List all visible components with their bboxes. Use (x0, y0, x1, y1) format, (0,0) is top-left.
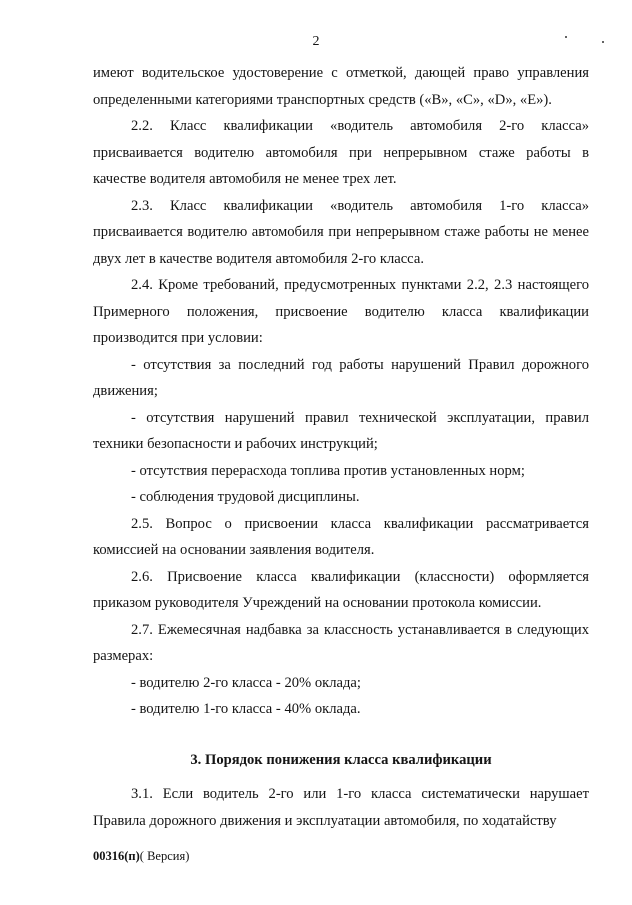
paragraph-2-5: 2.5. Вопрос о присвоении класса квалификации рассматривается комиссией на основании заявления водителя. (93, 515, 589, 558)
document-version: ( Версия) (139, 849, 190, 863)
scan-speck (565, 36, 567, 38)
document-body (93, 60, 589, 834)
list-item-class-2-bonus: - водителю 2-го класса - 20% оклада; (131, 674, 361, 691)
paragraph-2-6: 2.6. Присвоение класса квалификации (классности) оформляется приказом руководителя Учреждений на основании протокола комиссии. (93, 568, 589, 611)
paragraph-3-1: 3.1. Если водитель 2-го или 1-го класса систематически нарушает Правила дорожного движения и эксплуатации автомобиля, по ходатайству (93, 786, 589, 829)
document-code (93, 848, 189, 864)
list-item-discipline: - соблюдения трудовой дисциплины. (131, 489, 360, 505)
list-item-class-1-bonus: - водителю 1-го класса - 40% оклада. (131, 701, 361, 717)
paragraph-2-4: 2.4. Кроме требований, предусмотренных пунктами 2.2, 2.3 настоящего Примерного положения, присвоение водителю класса квалификации производится при условии: (93, 277, 589, 346)
section-3-heading: 3. Порядок понижения класса квалификации (190, 751, 492, 768)
list-item-fuel: - отсутствия перерасхода топлива против установленных норм; (131, 462, 525, 479)
document-code-number: 00316(п) (93, 849, 140, 863)
list-item-traffic-rules: - отсутствия за последний год работы нарушений Правил дорожного движения; (93, 356, 589, 399)
list-item-technical-rules: - отсутствия нарушений правил технической эксплуатации, правил техники безопасности и рабочих инструкций; (93, 409, 589, 452)
paragraph-continuation: имеют водительское удостоверение с отметкой, дающей право управления определенными категориями транспортных средств («В», «С», «D», «Е»). (93, 65, 589, 108)
page-number: 2 (312, 34, 320, 49)
paragraph-2-7: 2.7. Ежемесячная надбавка за классность устанавливается в следующих размерах: (93, 621, 589, 664)
paragraph-2-2: 2.2. Класс квалификации «водитель автомобиля 2-го класса» присваивается водителю автомобиля при непрерывном стаже работы в качестве водителя автомобиля не менее трех лет. (93, 118, 589, 187)
paragraph-2-3: 2.3. Класс квалификации «водитель автомобиля 1-го класса» присваивается водителю автомобиля при непрерывном стаже работы не менее двух лет в качестве водителя автомобиля 2-го класса. (93, 197, 589, 267)
scan-speck (602, 41, 604, 43)
